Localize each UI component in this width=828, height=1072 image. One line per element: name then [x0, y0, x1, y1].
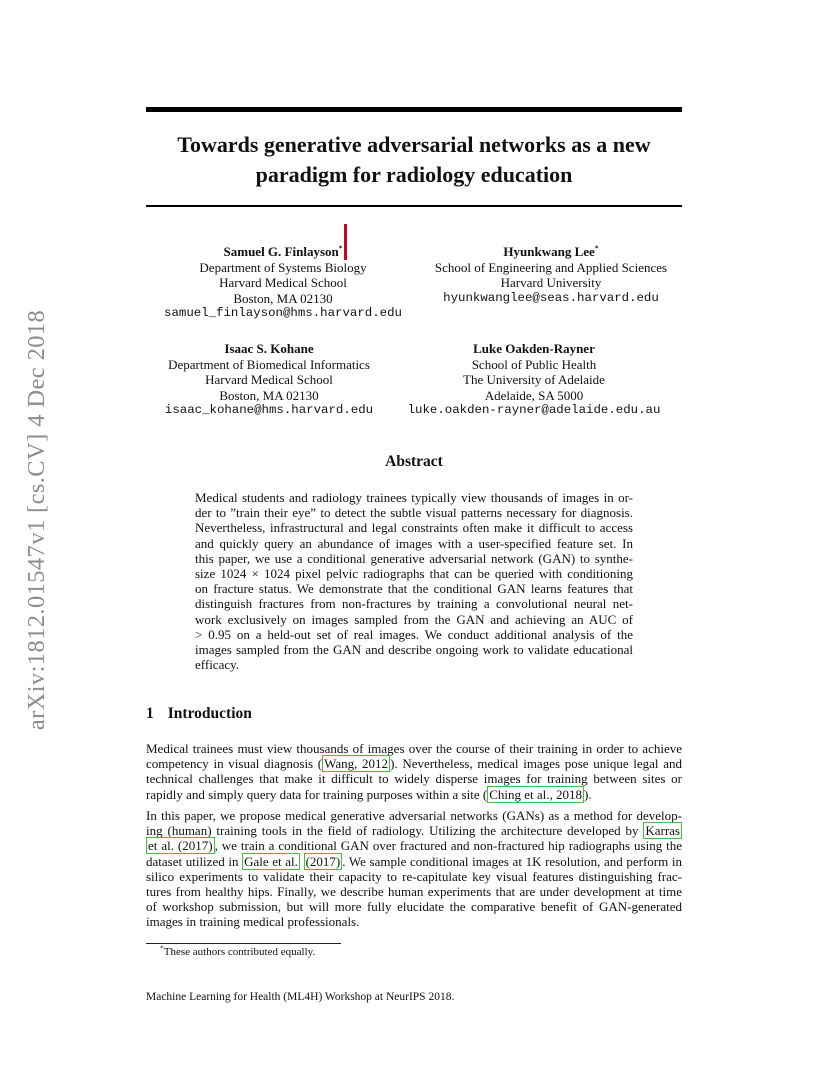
abstract-heading: Abstract — [385, 453, 443, 470]
author-name: Hyunkwang Lee — [503, 244, 595, 259]
paragraph-line: In this paper, we propose medical generative adversarial networks (GANs) as a method for develop- — [146, 808, 682, 823]
citation-link-karras[interactable]: et al. (2017) — [148, 838, 213, 854]
venue-note: Machine Learning for Health (ML4H) Workshop at NeurIPS 2018. — [146, 991, 455, 1003]
citation-link-gale-year[interactable]: (2017) — [305, 853, 341, 869]
paper-title — [146, 130, 682, 190]
intro-paragraph-2 — [146, 808, 682, 930]
paragraph-line: images in training medical professionals. — [146, 914, 360, 930]
citation-link-ching[interactable]: Ching et al., 2018 — [489, 786, 582, 802]
footnote-text: These authors contributed equally. — [163, 946, 316, 958]
paragraph-line: silico experiments to validate their capacity to re-capitulate key visual features distinguishing frac- — [146, 868, 682, 884]
author-block-kohane — [150, 341, 388, 419]
abstract-line: on fracture status. We demonstrate that the conditional GAN learns features that — [195, 581, 633, 597]
author-block-oakden-rayner — [392, 341, 676, 419]
intro-paragraph-1 — [146, 741, 682, 802]
title-line-1: Towards generative adversarial networks as a new — [177, 132, 651, 157]
paragraph-line: Medical trainees must view thousands of images over the course of their training in order to achieve — [146, 741, 682, 756]
author-email[interactable]: samuel_finlayson@hms.harvard.edu — [164, 306, 402, 320]
abstract-line: this paper, we use a conditional generative adversarial network (GAN) to synthe- — [195, 550, 633, 566]
author-institution: Harvard Medical School — [205, 372, 333, 387]
author-institution: Harvard University — [500, 275, 602, 290]
author-city: Adelaide, SA 5000 — [484, 387, 584, 403]
author-department: Department of Systems Biology — [199, 259, 367, 275]
author-block-finlayson — [150, 244, 416, 322]
abstract-line: der to ”train their eye” to detect the subtle visual patterns necessary for diagnosis. — [195, 505, 633, 521]
abstract-line: and quickly query an abundance of images with a user-specified feature set. In — [195, 535, 633, 551]
text-cursor — [344, 224, 347, 260]
arxiv-side-stamp: arXiv:1812.01547v1 [cs.CV] 4 Dec 2018 — [23, 309, 50, 731]
title-line-2: paradigm for radiology education — [255, 162, 573, 187]
abstract-line: distinguish fractures from non-fractures by training a convolutional neural net- — [195, 596, 633, 612]
title-bottom-rule — [146, 205, 682, 207]
author-email[interactable]: luke.oakden-rayner@adelaide.edu.au — [407, 403, 661, 417]
author-institution: The University of Adelaide — [463, 372, 605, 387]
citation-link-gale[interactable]: Gale et al. — [244, 853, 298, 869]
section-number: 1 — [146, 705, 154, 722]
abstract-line: work exclusively on images sampled from the GAN and achieving an AUC of — [195, 611, 633, 627]
author-department: School of Engineering and Applied Sciences — [434, 259, 668, 275]
abstract-line: Nevertheless, infrastructural and legal constraints often make it difficult to access — [195, 520, 633, 536]
paragraph-line: technical challenges that make it difficult to widely disperse images for training between sites or — [146, 771, 682, 787]
author-name: Isaac S. Kohane — [224, 341, 314, 356]
citation-link-wang[interactable]: Wang, 2012 — [324, 756, 389, 772]
author-block-lee — [420, 244, 682, 306]
paragraph-line: rapidly and simply query data for training purposes within a site ( Ching et al., 2018 ). — [146, 786, 592, 802]
footnote — [160, 943, 316, 958]
author-institution: Harvard Medical School — [219, 275, 347, 290]
abstract-line: images sampled from the GAN and describe ongoing work to validate educational — [195, 642, 633, 658]
author-email[interactable]: isaac_kohane@hms.harvard.edu — [164, 403, 374, 417]
paragraph-line: et al. (2017) , we train a conditional GAN over fractured and non-fractured hip radiographs using the — [148, 838, 683, 854]
abstract-line: size 1024 × 1024 pixel pelvic radiographs that can be queried with conditioning — [195, 566, 633, 582]
equal-contribution-mark: * — [594, 243, 599, 253]
equal-contribution-mark: * — [338, 243, 343, 253]
title-top-rule — [146, 107, 682, 112]
abstract-line: efficacy. — [195, 657, 240, 673]
author-department: Department of Biomedical Informatics — [168, 356, 370, 372]
author-name: Luke Oakden-Rayner — [473, 341, 595, 356]
footnote-rule — [146, 943, 341, 944]
footnote-mark: * — [160, 943, 164, 953]
author-department: School of Public Health — [471, 356, 597, 372]
author-name: Samuel G. Finlayson — [223, 244, 339, 259]
section-heading-introduction — [146, 705, 252, 723]
author-city: Boston, MA 02130 — [219, 387, 319, 403]
author-email[interactable]: hyunkwanglee@seas.harvard.edu — [443, 290, 659, 305]
citation-link-karras[interactable]: Karras — [645, 823, 680, 839]
abstract-line: > 0.95 on a held-out set of real images. We conduct additional analysis of the — [195, 626, 633, 642]
paragraph-line: of workshop submission, but will more fully elucidate the comparative benefit of GAN-generated — [146, 899, 682, 915]
abstract-line: Medical students and radiology trainees typically view thousands of images in or- — [195, 490, 633, 505]
section-title: Introduction — [167, 705, 252, 722]
paragraph-line: tures from healthy hips. Finally, we describe human experiments that are under development at time — [146, 884, 682, 900]
paragraph-line: ing (human) training tools in the field of radiology. Utilizing the architecture developed by Karras — [146, 823, 680, 839]
author-city: Boston, MA 02130 — [233, 290, 333, 306]
paragraph-line: dataset utilized in Gale et al. (2017) . We sample conditional images at 1K resolution, and perform in — [146, 853, 682, 869]
paragraph-line: competency in visual diagnosis ( Wang, 2012 ). Nevertheless, medical images pose unique legal and — [146, 756, 682, 772]
abstract-text — [195, 490, 633, 672]
